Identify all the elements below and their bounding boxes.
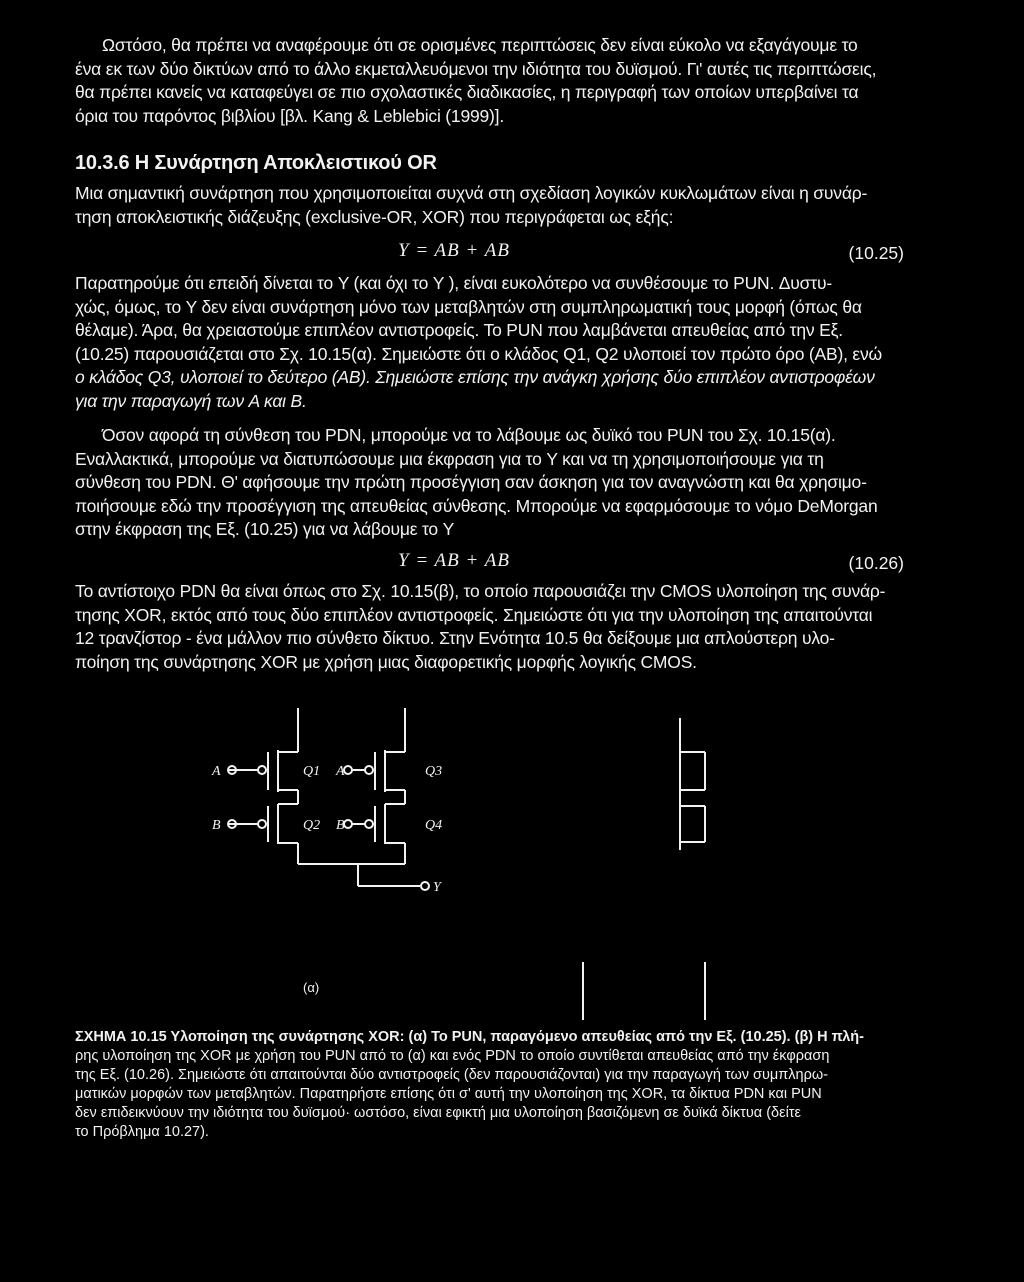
p3-line: στην έκφραση της Εξ. (10.25) για να λάβουμε το Y	[75, 519, 455, 539]
caption-line: της Εξ. (10.26). Σημειώστε ότι απαιτούνται δύο αντιστροφείς (δεν παρουσιάζονται) για την παραγωγή των συμπληρω-	[75, 1067, 828, 1083]
inversion-bubble	[365, 766, 373, 774]
transistor-label-q3: Q3	[425, 764, 443, 779]
p4-line: ποίηση της συνάρτησης XOR με χρήση μιας διαφορετικής μορφής λογικής CMOS.	[75, 651, 697, 672]
p3-line: ποιήσουμε εδώ την προσέγγιση της απευθείας σύνθεσης. Μπορούμε να εφαρμόσουμε το νόμο DeMorgan	[75, 495, 878, 516]
p4-line: 12 τρανζίστορ - ένα μάλλον πιο σύνθετο δίκτυο. Στην Ενότητα 10.5 θα δείξουμε μια απλούστερη υλο-	[75, 628, 835, 648]
p1-line: Μια σημαντική συνάρτηση που χρησιμοποιείται συχνά στη σχεδίαση λογικών κυκλωμάτων είναι η συνάρ-	[75, 183, 868, 203]
input-label-a: A	[212, 764, 221, 779]
intro-line: Ωστόσο, θα πρέπει να αναφέρουμε ότι σε ορισμένες περιπτώσεις δεν είναι εύκολο να εξαγάγουμε το	[102, 35, 858, 55]
intro-line: ένα εκ των δύο δικτύων από το άλλο εκμεταλλευόμενοι την ιδιότητα του δυϊσμού. Γι' αυτές τις περιπτώσεις,	[75, 58, 877, 79]
equation-number-10-25: (10.25)	[848, 243, 904, 263]
input-terminal	[344, 766, 352, 774]
caption-line: ΣΧΗΜΑ 10.15 Υλοποίηση της συνάρτησης XOR: (α) Το PUN, παραγόμενο απευθείας από την Εξ. (10.25). (β) Η πλή-	[75, 1029, 864, 1045]
inversion-bubble	[258, 820, 266, 828]
figure-sublabel: (α)	[303, 980, 320, 995]
caption-line: ματικών μορφών των μεταβλητών. Παρατηρήστε επίσης ότι σ' αυτή την υλοποίηση της XOR, τα δίκτυα PDN και PUN	[75, 1086, 822, 1102]
p3-line: Εναλλακτικά, μπορούμε να διατυπώσουμε μια έκφραση για το Y και να τη χρησιμοποιήσουμε για τη	[75, 448, 824, 469]
p2-line: για την παραγωγή των A και B.	[75, 390, 307, 411]
p3-line: Όσον αφορά τη σύνθεση του PDN, μπορούμε να το λάβουμε ως δυϊκό του PUN του Σχ. 10.15(α).	[102, 425, 836, 445]
p2-line: θέλαμε). Άρα, θα χρειαστούμε επιπλέον αντιστροφείς. Το PUN που λαμβάνεται απευθείας από την Εξ.	[75, 320, 843, 340]
input-terminal	[344, 820, 352, 828]
caption-line: το Πρόβλημα 10.27).	[75, 1124, 209, 1140]
transistor-label-q4: Q4	[425, 818, 443, 833]
output-label-y: Y	[433, 880, 441, 895]
caption-line: ρης υλοποίηση της XOR με χρήση του PUN από το (α) και ενός PDN το οποίο συντίθεται απευθείας από την έκφραση	[75, 1048, 830, 1064]
intro-line: θα πρέπει κανείς να καταφεύγει σε πιο σχολαστικές διαδικασίες, η περιγραφή των οποίων υπερβαίνει τα	[75, 82, 859, 102]
p2-line: χώς, όμως, το Y δεν είναι συνάρτηση μόνο των μεταβλητών στη συμπληρωματική τους μορφή (όπως θα	[75, 296, 862, 317]
output-terminal	[421, 882, 429, 890]
p4-line: Το αντίστοιχο PDN θα είναι όπως στο Σχ. 10.15(β), το οποίο παρουσιάζει την CMOS υλοποίηση της συνάρ-	[75, 581, 886, 601]
transistor-label-q1: Q1	[303, 764, 321, 779]
inversion-bubble	[365, 820, 373, 828]
equation-number-10-26: (10.26)	[848, 553, 904, 573]
inversion-bubble	[258, 766, 266, 774]
p2-line: (10.25) παρουσιάζεται στο Σχ. 10.15(α). Σημειώστε ότι ο κλάδος Q1, Q2 υλοποιεί τον πρώτο όρο (AB), ενώ	[75, 343, 883, 364]
equation-10-26: Y = AB + AB	[398, 550, 510, 571]
p4-line: τησης XOR, εκτός από τους δύο επιπλέον αντιστροφείς. Σημειώστε ότι για την υλοποίηση της απαιτούνται	[75, 604, 873, 625]
p1-line: τηση αποκλειστικής διάζευξης (exclusive-OR, XOR) που περιγράφεται ως εξής:	[75, 206, 674, 227]
intro-line: όρια του παρόντος βιβλίου [βλ. Kang & Leblebici (1999)].	[75, 105, 505, 126]
p3-line: σύνθεση του PDN. Θ' αφήσουμε την πρώτη προσέγγιση σαν άσκηση για τον αναγνώστη και θα χρησιμο-	[75, 472, 867, 492]
transistor-label-q2: Q2	[303, 818, 321, 833]
p2-line: Παρατηρούμε ότι επειδή δίνεται το Y (και όχι το Y ), είναι ευκολότερο να συνθέσουμε το PUN. Δυστυ-	[75, 273, 832, 293]
p2-line: ο κλάδος Q3, υλοποιεί το δεύτερο (AB). Σημειώστε επίσης την ανάγκη χρήσης δύο επιπλέον αντιστροφέων	[75, 367, 875, 387]
figure-caption	[75, 1028, 905, 1142]
input-label-a-bar: A	[336, 764, 345, 779]
input-label-b-bar: B	[336, 818, 345, 833]
caption-line: δεν επιδεικνύουν την ιδιότητα του δυϊσμού· ωστόσο, είναι εφικτή μια υλοποίηση βασιζόμενη σε δυϊκά δίκτυα (δείτε	[75, 1105, 801, 1121]
input-label-b: B	[212, 818, 221, 833]
equation-10-25: Y = AB + AB	[398, 240, 510, 261]
section-heading: 10.3.6 Η Συνάρτηση Αποκλειστικού OR	[75, 152, 437, 174]
